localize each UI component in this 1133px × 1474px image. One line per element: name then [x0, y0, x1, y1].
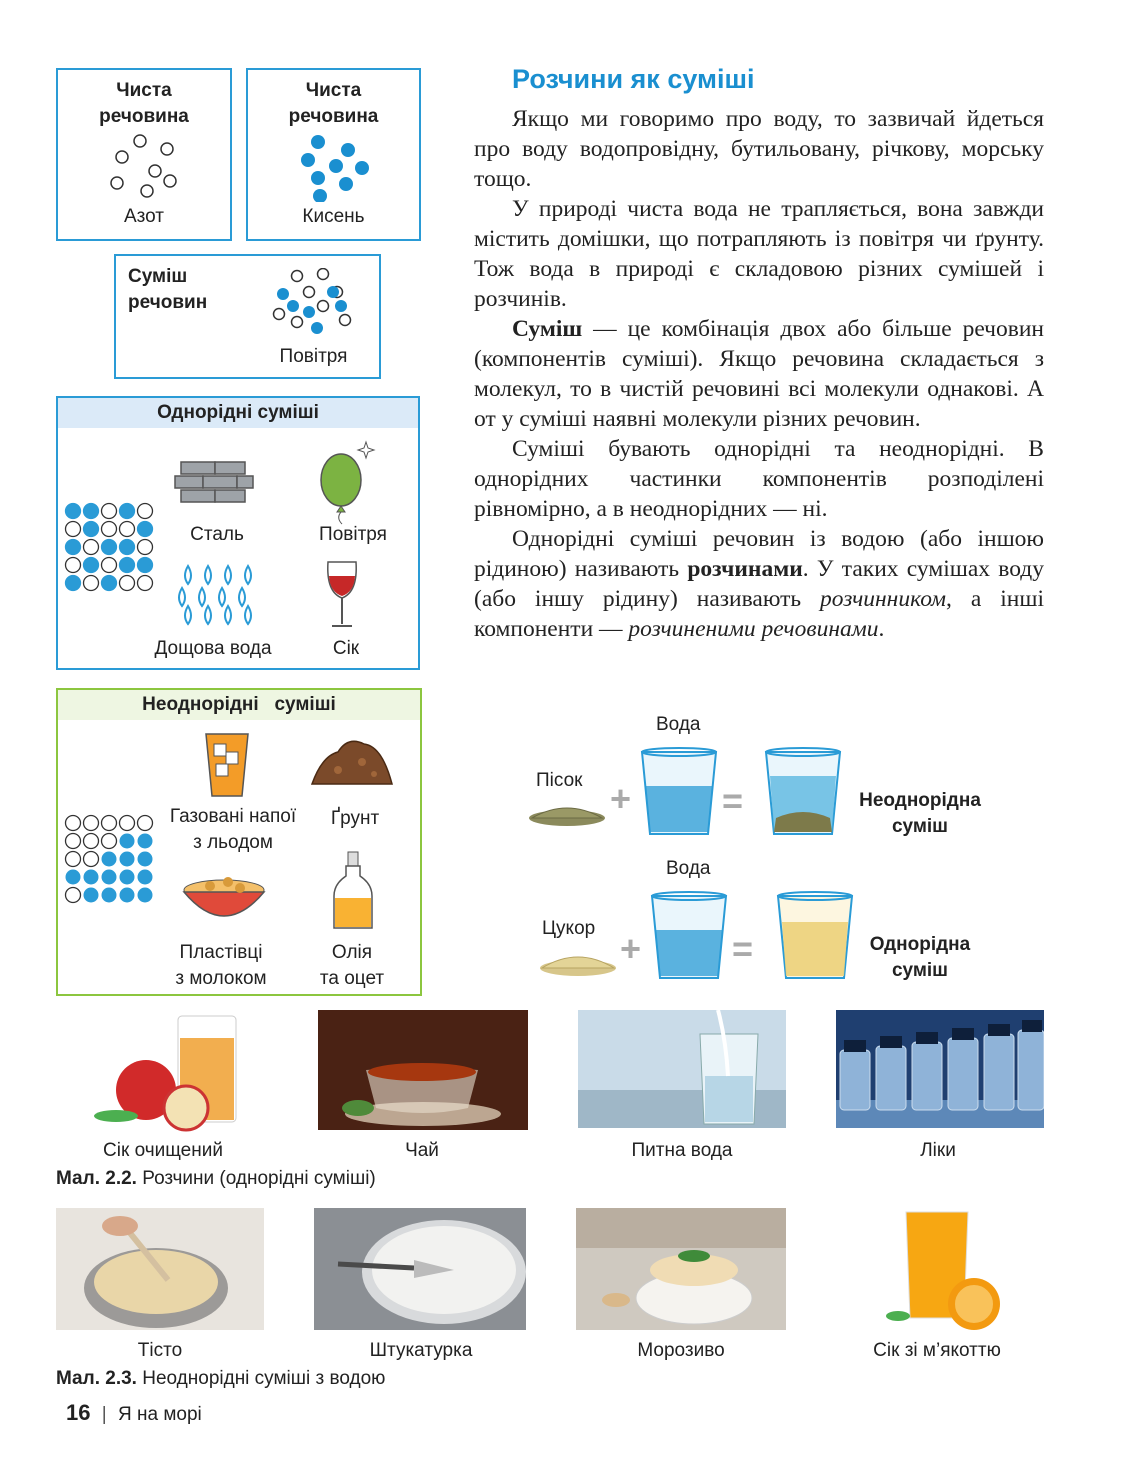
- homogeneous-item-juice: Сік: [332, 638, 360, 659]
- photo-plaster: [314, 1208, 526, 1330]
- wine-glass-icon: [324, 558, 360, 634]
- pure-substance-oxygen-box: [246, 68, 421, 241]
- ice-cream-bowl-image: [576, 1208, 786, 1330]
- homogeneous-item-air: Повітря: [319, 524, 387, 545]
- heterogeneous-item-oil-vinegar: Олія та оцет: [319, 942, 385, 989]
- box-caption: Азот: [123, 206, 165, 227]
- plus-sign: +: [620, 928, 642, 969]
- page-footer: [66, 1400, 202, 1426]
- box-title: Суміш речовин: [128, 266, 208, 313]
- figure-label: Мал. 2.3.: [56, 1368, 137, 1389]
- balloon-icon: [316, 436, 386, 526]
- photo-dough: [56, 1208, 264, 1330]
- dough-bowl-image: [56, 1208, 264, 1330]
- sand-pile-icon: [526, 796, 608, 828]
- sugar-pile-icon: [536, 944, 620, 978]
- orange-juice-image: [886, 1208, 1006, 1330]
- experiment1-water-label: Вода: [656, 714, 701, 735]
- nitrogen-molecules-icon: [106, 132, 186, 202]
- homogeneous-result-glass-icon: [774, 890, 856, 984]
- paragraph: [474, 314, 1044, 434]
- experiment2-result-label: Однорідна суміш: [869, 934, 971, 981]
- term-solutes: розчиненими речовинами: [628, 616, 879, 642]
- page-number: 16: [66, 1400, 91, 1425]
- soil-pile-icon: [308, 732, 396, 790]
- footer-separator: |: [101, 1404, 107, 1425]
- caption-pulp-juice: Сік зі м’якоттю: [873, 1340, 1001, 1361]
- water-glass-icon: [638, 746, 720, 840]
- figure-text: Неоднорідні суміші з водою: [136, 1368, 386, 1389]
- photo-clear-juice: [86, 1008, 246, 1134]
- oxygen-molecules-icon: [296, 132, 376, 202]
- heterogeneous-result-glass-icon: [762, 746, 844, 840]
- apple-juice-image: [86, 1008, 246, 1134]
- caption-tea: Чай: [405, 1140, 439, 1161]
- paragraph: У природі чиста вода не трапляється, вона завжди містить домішки, що потрапляють із повітря чи ґрунту. Тож вода в природі є складовою різних сумішей і розчинів.: [474, 196, 1044, 312]
- photo-drinking-water: [578, 1010, 786, 1128]
- section-heading: Розчини як суміші: [512, 64, 755, 94]
- heterogeneous-item-soil: Ґрунт: [330, 808, 380, 829]
- paragraph: Якщо ми говоримо про воду, то зазвичай йдеться про воду водопровідну, бутильовану, річкову, морську тощо.: [474, 106, 1044, 192]
- homogeneous-title: Однорідні суміші: [58, 398, 418, 428]
- tea-cup-image: [318, 1010, 528, 1130]
- plaster-bucket-image: [314, 1208, 526, 1330]
- air-molecules-icon: [271, 268, 353, 334]
- water-glass-icon: [648, 890, 730, 984]
- raindrops-icon: [174, 562, 260, 626]
- heterogeneous-title: Неоднорідні суміші: [58, 690, 420, 720]
- oil-vinegar-bottle-icon: [332, 850, 374, 932]
- heterogeneous-particle-grid-icon: [64, 814, 158, 908]
- equals-sign: =: [722, 780, 744, 821]
- caption-medicine: Ліки: [920, 1140, 956, 1161]
- water-glass-photo-image: [578, 1010, 786, 1128]
- experiment2-water-label: Вода: [666, 858, 711, 879]
- experiment1-result-label: Неоднорідна суміш: [859, 790, 981, 837]
- paragraph-text: . У таких сумішах воду (або іншу рідину) називають: [474, 556, 1044, 612]
- plus-sign: +: [610, 778, 632, 819]
- caption-drinking-water: Питна вода: [631, 1140, 733, 1161]
- caption-dough: Тісто: [137, 1340, 183, 1361]
- heterogeneous-mixtures-panel: [56, 688, 422, 996]
- homogeneous-item-rainwater: Дощова вода: [154, 638, 272, 659]
- paragraph-text: — це комбінація двох або більше речовин (компонентів суміші). Якщо речовина складається з молекул, то в чистій речовині всі молекули однакові. А от у суміші наявні молекули різних речовин.: [474, 316, 1044, 432]
- term-solutions: розчинами: [687, 556, 803, 582]
- body-text: [474, 104, 1044, 644]
- homogeneous-item-steel: Сталь: [190, 524, 244, 545]
- paragraph-text: Однорідні суміші речовин із водою (або іншою рідиною) називають: [474, 526, 1044, 582]
- steel-bricks-icon: [173, 460, 257, 508]
- homogeneous-particle-grid-icon: [64, 502, 158, 596]
- figure-text: Розчини (однорідні суміші): [136, 1168, 376, 1189]
- caption-clear-juice: Сік очищений: [103, 1140, 223, 1161]
- box-caption: Кисень: [302, 206, 365, 227]
- term-solvent: розчинником: [820, 586, 947, 612]
- pure-substance-nitrogen-box: [56, 68, 232, 241]
- caption-ice-cream: Морозиво: [637, 1340, 725, 1361]
- equals-sign: =: [732, 928, 754, 969]
- photo-tea: [318, 1010, 528, 1130]
- photo-ice-cream: [576, 1208, 786, 1330]
- heterogeneous-item-cereal: Пластівці з молоком: [175, 942, 267, 989]
- soda-with-ice-icon: [202, 730, 252, 800]
- vials-image: [836, 1010, 1044, 1128]
- paragraph: Суміші бувають однорідні та неоднорідні. В однорідних частинки компонентів розподілені рівномірно, а в неоднорідних — ні.: [474, 436, 1044, 522]
- term-mixture: Суміш: [512, 316, 583, 342]
- figure-2-2-caption: [56, 1168, 376, 1190]
- box-caption: Повітря: [279, 346, 348, 367]
- caption-plaster: Штукатурка: [369, 1340, 473, 1361]
- mixture-air-box: [114, 254, 381, 379]
- paragraph-text: , а інші компоненти —: [474, 586, 1044, 642]
- experiment1-sand-label: Пісок: [536, 770, 583, 791]
- photo-pulp-juice: [886, 1208, 1006, 1330]
- experiment2-sugar-label: Цукор: [542, 918, 596, 939]
- paragraph-text: .: [878, 616, 885, 642]
- cereal-bowl-icon: [180, 868, 268, 930]
- figure-label: Мал. 2.2.: [56, 1168, 137, 1189]
- homogeneous-mixtures-panel: [56, 396, 420, 670]
- heterogeneous-item-soda: Газовані напої з льодом: [169, 806, 297, 853]
- box-title: Чиста речовина: [288, 80, 379, 127]
- photo-medicine: [836, 1010, 1044, 1128]
- figure-2-3-caption: [56, 1368, 385, 1390]
- box-title: Чиста речовина: [99, 80, 189, 127]
- paragraph: [474, 524, 1044, 644]
- book-title: Я на морі: [117, 1404, 202, 1425]
